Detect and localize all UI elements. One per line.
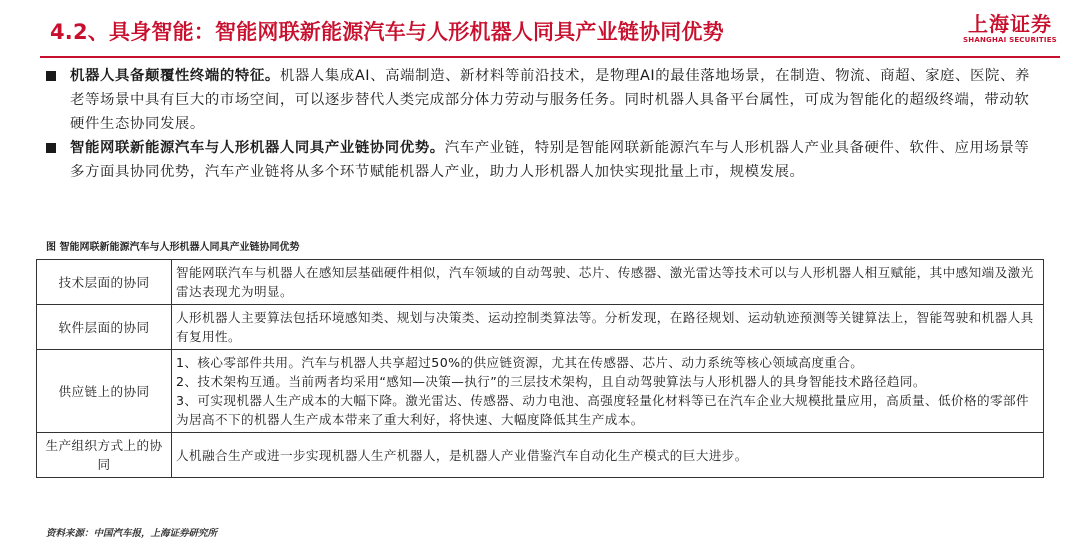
synergy-table bbox=[36, 259, 1044, 478]
page-header bbox=[0, 0, 1080, 62]
row-content bbox=[172, 305, 1044, 350]
bullet-text: 机器人集成AI、高端制造、新材料等前沿技术，是物理AI的最佳落地场景，在制造、物流、商超、家庭、医院、养老等场景中具有巨大的市场空间，可以逐步替代人类完成部分体力劳动与服务任务。同时机器人具备平台属性，可成为智能化的超级终端，带动软硬件生态协同发展。 bbox=[70, 68, 1031, 132]
row-text: 1、核心零部件共用。汽车与机器人共享超过50%的供应链资源，尤其在传感器、芯片、动力系统等核心领域高度重合。 bbox=[176, 355, 864, 370]
table-row bbox=[37, 433, 1044, 478]
row-text: 人形机器人主要算法包括环境感知类、规划与决策类、运动控制类算法等。分析发现，在路径规划、运动轨迹预测等关键算法上，智能驾驶和机器人具有复用性。 bbox=[176, 310, 1034, 344]
bullet-text: 汽车产业链，特别是智能网联新能源汽车与人形机器人产业具备硬件、软件、应用场景等多方面具协同优势，汽车产业链将从多个环节赋能机器人产业，助力人形机器人加快实现批量上市，规模发展。 bbox=[70, 140, 1030, 180]
bullet-item bbox=[44, 136, 1040, 184]
square-bullet-icon bbox=[46, 143, 56, 153]
row-label: 供应链上的协同 bbox=[37, 350, 172, 433]
logo-text-en: SHANGHAI SECURITIES bbox=[963, 36, 1057, 44]
bullet-item bbox=[44, 64, 1040, 136]
row-label: 生产组织方式上的协同 bbox=[37, 433, 172, 478]
square-bullet-icon bbox=[46, 71, 56, 81]
row-label: 软件层面的协同 bbox=[37, 305, 172, 350]
row-text: 人机融合生产或进一步实现机器人生产机器人，是机器人产业借鉴汽车自动化生产模式的巨大进步。 bbox=[176, 447, 748, 463]
header-divider bbox=[40, 56, 1060, 58]
source-note: 资料来源：中国汽车报，上海证券研究所 bbox=[46, 528, 218, 539]
row-text: 2、技术架构互通。当前两者均采用“感知—决策—执行”的三层技术架构，且自动驾驶算法与人形机器人的具身智能技术路径趋同。 bbox=[176, 374, 926, 389]
row-content bbox=[172, 260, 1044, 305]
table-row bbox=[37, 260, 1044, 305]
table-row bbox=[37, 350, 1044, 433]
row-text: 智能网联汽车与机器人在感知层基础硬件相似，汽车领域的自动驾驶、芯片、传感器、激光雷达等技术可以与人形机器人相互赋能，其中感知端及激光雷达表现尤为明显。 bbox=[176, 265, 1034, 299]
row-content bbox=[172, 350, 1044, 433]
bullet-lead: 智能网联新能源汽车与人形机器人同具产业链协同优势。 bbox=[70, 140, 445, 156]
brand-logo bbox=[962, 12, 1058, 45]
bullet-lead: 机器人具备颠覆性终端的特征。 bbox=[70, 68, 280, 84]
bullet-list bbox=[44, 64, 1040, 184]
table-row bbox=[37, 305, 1044, 350]
row-label: 技术层面的协同 bbox=[37, 260, 172, 305]
row-content bbox=[172, 433, 1044, 478]
page-title: 4.2、具身智能：智能网联新能源汽车与人形机器人同具产业链协同优势 bbox=[50, 20, 724, 44]
logo-text-cn: 上海证券 bbox=[968, 12, 1052, 36]
row-text: 3、可实现机器人生产成本的大幅下降。激光雷达、传感器、动力电池、高强度轻量化材料等已在汽车企业大规模批量应用，高质量、低价格的零部件为居高不下的机器人生产成本带来了重大利好，将快速、大幅度降低其生产成本。 bbox=[176, 393, 1030, 427]
figure-caption: 图 智能网联新能源汽车与人形机器人同具产业链协同优势 bbox=[46, 242, 300, 253]
